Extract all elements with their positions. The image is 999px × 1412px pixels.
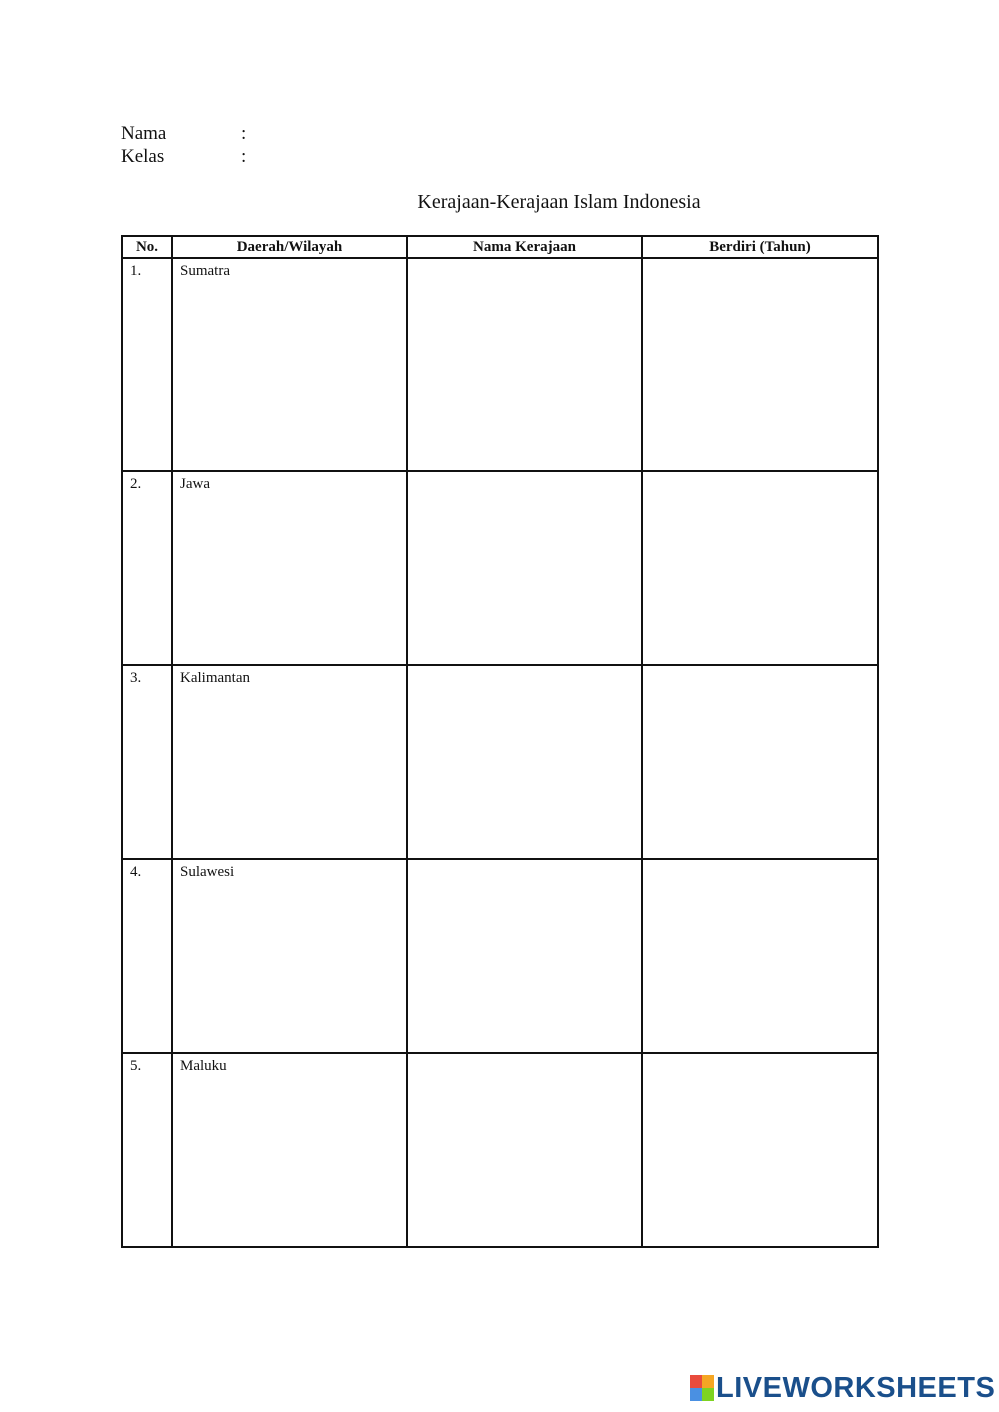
kingdom-answer-cell[interactable] [407, 859, 642, 1053]
kingdom-answer-cell[interactable] [407, 1053, 642, 1247]
kingdom-answer-cell[interactable] [407, 665, 642, 859]
header-kingdom: Nama Kerajaan [407, 236, 642, 258]
year-answer-cell[interactable] [642, 665, 878, 859]
header-no: No. [122, 236, 172, 258]
logo-square-icon [690, 1388, 702, 1401]
logo-square-icon [702, 1388, 714, 1401]
logo-square-icon [702, 1375, 714, 1388]
table-header-row [122, 236, 878, 258]
region-cell: Sulawesi [172, 859, 407, 1053]
row-number: 5. [122, 1053, 172, 1247]
kingdom-answer-cell[interactable] [407, 471, 642, 665]
liveworksheets-logo-icon [690, 1375, 714, 1401]
page-title [121, 191, 997, 214]
header-year: Berdiri (Tahun) [642, 236, 878, 258]
region-cell: Maluku [172, 1053, 407, 1247]
table-row [122, 859, 878, 1053]
brand-name: LIVEWORKSHEETS [716, 1371, 996, 1404]
table-row [122, 258, 878, 471]
class-colon: : [241, 146, 247, 167]
region-cell: Kalimantan [172, 665, 407, 859]
class-label: Kelas [121, 146, 165, 167]
worksheet-table [121, 235, 879, 1248]
row-number: 3. [122, 665, 172, 859]
year-answer-cell[interactable] [642, 859, 878, 1053]
region-cell: Jawa [172, 471, 407, 665]
name-label: Nama [121, 123, 167, 144]
year-answer-cell[interactable] [642, 471, 878, 665]
header-region: Daerah/Wilayah [172, 236, 407, 258]
table-row [122, 1053, 878, 1247]
logo-square-icon [690, 1375, 702, 1388]
liveworksheets-logo [690, 1372, 995, 1404]
year-answer-cell[interactable] [642, 1053, 878, 1247]
name-colon: : [241, 123, 247, 144]
table-row [122, 665, 878, 859]
region-cell: Sumatra [172, 258, 407, 471]
row-number: 1. [122, 258, 172, 471]
kingdom-answer-cell[interactable] [407, 258, 642, 471]
page-title-text: Kerajaan-Kerajaan Islam Indonesia [417, 191, 701, 213]
row-number: 2. [122, 471, 172, 665]
row-number: 4. [122, 859, 172, 1053]
year-answer-cell[interactable] [642, 258, 878, 471]
table-row [122, 471, 878, 665]
